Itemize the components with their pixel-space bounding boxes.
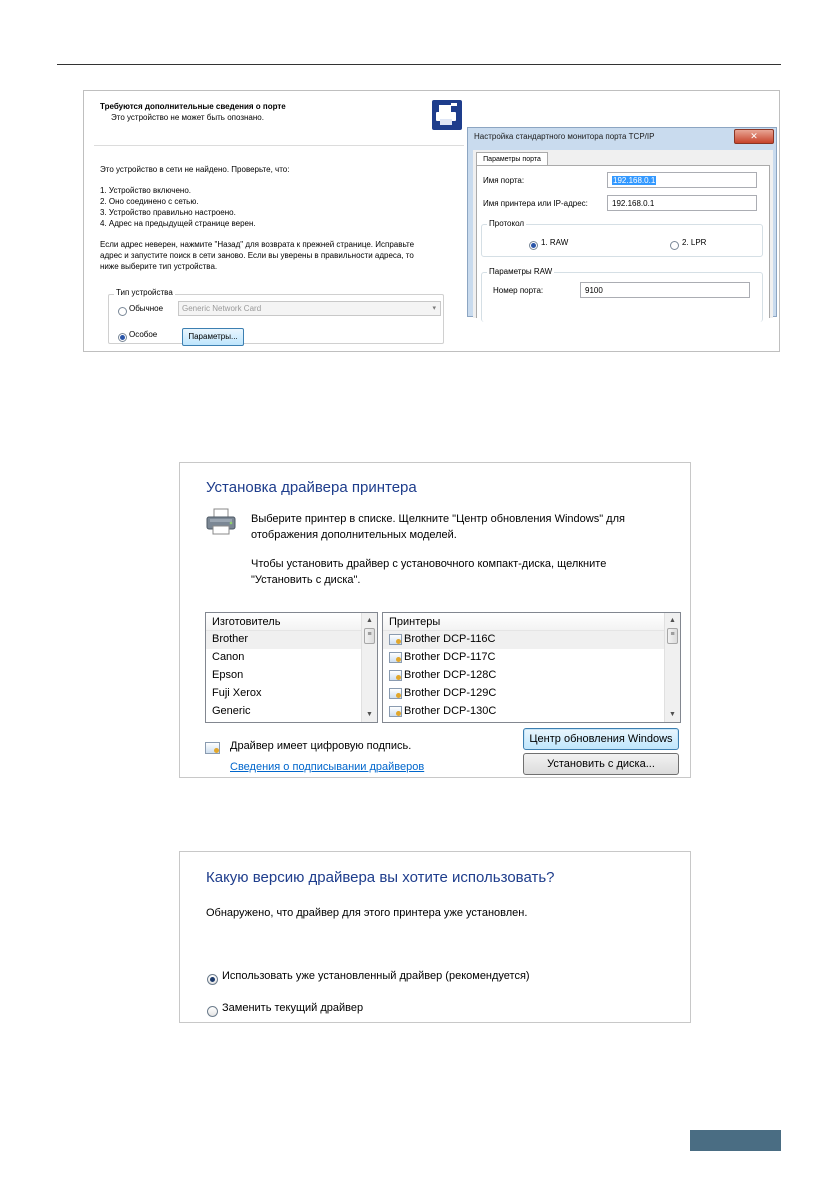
scroll-up-icon[interactable]: ▲: [669, 617, 676, 624]
printers-header: Принтеры: [383, 613, 665, 631]
tcp-ip-port-dialog: [467, 127, 777, 317]
port-number-value: 9100: [585, 286, 603, 295]
printer-model: Brother DCP-129C: [404, 687, 497, 699]
signed-driver-icon: [389, 688, 402, 699]
driver-version-dialog: [179, 851, 691, 1023]
hint-line: Если адрес неверен, нажмите "Назад" для возврата к прежней странице. Исправьте: [100, 240, 415, 249]
disk-install-text: Чтобы установить драйвер с установочного компакт-диска, щелкните: [251, 558, 607, 570]
wizard-title: Требуются дополнительные сведения о порте: [100, 102, 286, 111]
printer-ip-label: Имя принтера или IP-адрес:: [483, 199, 588, 208]
add-printer-wizard: [94, 98, 464, 344]
printer-ip-value: 192.168.0.1: [612, 199, 655, 208]
list-item[interactable]: Canon: [212, 651, 245, 663]
replace-driver-radio[interactable]: [207, 1003, 218, 1021]
header-rule: [57, 64, 781, 65]
use-installed-label[interactable]: Использовать уже установленный драйвер (рекомендуется): [222, 970, 530, 982]
windows-update-button[interactable]: Центр обновления Windows: [523, 728, 679, 750]
printer-model: Brother DCP-116C: [404, 633, 496, 645]
port-number-label: Номер порта:: [493, 286, 544, 295]
wizard-header: [94, 98, 464, 146]
scroll-thumb[interactable]: ≡: [667, 628, 678, 644]
radio-on-icon: [207, 974, 218, 985]
custom-label: Особое: [129, 330, 158, 339]
raw-label: 1. RAW: [541, 238, 569, 247]
install-printer-driver-dialog: [179, 462, 691, 778]
list-item[interactable]: Fuji Xerox: [212, 687, 262, 699]
disk-install-text: "Установить с диска".: [251, 574, 361, 586]
scroll-thumb[interactable]: ≡: [364, 628, 375, 644]
check-item: 1. Устройство включено.: [100, 186, 192, 195]
chevron-down-icon: ▾: [432, 305, 436, 312]
manufacturer-scrollbar[interactable]: [361, 613, 377, 722]
use-installed-radio[interactable]: [207, 971, 218, 989]
close-button[interactable]: [734, 129, 774, 144]
not-found-text: Это устройство в сети не найдено. Проверьте, что:: [100, 165, 290, 174]
tcp-dialog-body: [473, 150, 773, 318]
list-item[interactable]: Brother: [206, 631, 377, 649]
lpr-radio[interactable]: [670, 237, 679, 255]
list-item[interactable]: [383, 685, 680, 703]
standard-radio[interactable]: [118, 303, 127, 321]
select-printer-text: Выберите принтер в списке. Щелкните "Центр обновления Windows" для: [251, 513, 625, 525]
lpr-label: 2. LPR: [682, 238, 707, 247]
scroll-down-icon[interactable]: ▼: [366, 711, 373, 718]
close-icon: ✕: [750, 131, 758, 141]
printer-model: Brother DCP-128C: [404, 669, 497, 681]
raw-radio[interactable]: [529, 237, 538, 255]
port-name-input[interactable]: [607, 172, 757, 188]
page-title: Какую версию драйвера вы хотите использовать?: [206, 869, 555, 886]
port-number-input[interactable]: [580, 282, 750, 298]
protocol-legend: Протокол: [489, 219, 525, 228]
signed-text: Драйвер имеет цифровую подпись.: [230, 740, 412, 752]
protocol-group: [481, 224, 763, 257]
radio-off-icon: [118, 307, 127, 316]
figure-port-info: [83, 90, 780, 352]
device-type-legend: Тип устройства: [116, 288, 173, 297]
tcp-dialog-title: Настройка стандартного монитора порта TCP/IP: [474, 132, 655, 141]
check-item: 2. Оно соединено с сетью.: [100, 197, 199, 206]
signed-driver-icon: [389, 652, 402, 663]
have-disk-button[interactable]: Установить с диска...: [523, 753, 679, 775]
radio-off-icon: [207, 1006, 218, 1017]
page-title: Установка драйвера принтера: [206, 479, 417, 496]
list-item[interactable]: [383, 703, 680, 721]
parameters-button[interactable]: Параметры...: [182, 328, 244, 346]
list-item[interactable]: [383, 631, 680, 649]
manufacturer-list[interactable]: [205, 612, 378, 723]
printer-model: Brother DCP-130C: [404, 705, 497, 717]
replace-driver-label[interactable]: Заменить текущий драйвер: [222, 1002, 364, 1014]
standard-device-select[interactable]: [178, 301, 441, 316]
detected-text: Обнаружено, что драйвер для этого принтера уже установлен.: [206, 907, 528, 919]
select-printer-text: отображения дополнительных моделей.: [251, 529, 457, 541]
port-name-value: 192.168.0.1: [613, 176, 656, 185]
printer-ip-input[interactable]: [607, 195, 757, 211]
page-footer-bar: [690, 1130, 781, 1151]
wizard-subtitle: Это устройство не может быть опознано.: [111, 113, 264, 122]
scroll-up-icon[interactable]: ▲: [366, 617, 373, 624]
hint-line: ниже выберите тип устройства.: [100, 262, 218, 271]
port-settings-panel: [476, 165, 770, 318]
standard-device-value: Generic Network Card: [182, 304, 262, 313]
signed-driver-icon: [389, 634, 402, 645]
scroll-down-icon[interactable]: ▼: [669, 711, 676, 718]
radio-on-icon: [118, 333, 127, 342]
signed-driver-icon: [389, 670, 402, 681]
signed-driver-icon: [389, 706, 402, 717]
radio-on-icon: [529, 241, 538, 250]
printer-icon: [204, 507, 238, 542]
printer-wizard-icon: [432, 100, 462, 130]
port-name-label: Имя порта:: [483, 176, 525, 185]
list-item[interactable]: [383, 667, 680, 685]
printers-scrollbar[interactable]: [664, 613, 680, 722]
list-item[interactable]: Generic: [212, 705, 251, 717]
printers-list[interactable]: [382, 612, 681, 723]
list-item[interactable]: Epson: [212, 669, 244, 681]
signed-driver-icon: [205, 739, 222, 757]
custom-radio[interactable]: [118, 329, 127, 347]
standard-label: Обычное: [129, 304, 164, 313]
hint-line: адрес и запустите поиск в сети заново. Если вы уверены в правильности адреса, то: [100, 251, 414, 260]
radio-off-icon: [670, 241, 679, 250]
check-item: 4. Адрес на предыдущей странице верен.: [100, 219, 256, 228]
signing-info-link[interactable]: Сведения о подписывании драйверов: [230, 761, 425, 773]
list-item[interactable]: [383, 649, 680, 667]
manufacturer-header: Изготовитель: [206, 613, 362, 631]
printer-model: Brother DCP-117C: [404, 651, 496, 663]
tab-port-settings[interactable]: Параметры порта: [476, 152, 548, 166]
raw-settings-legend: Параметры RAW: [489, 267, 553, 276]
check-item: 3. Устройство правильно настроено.: [100, 208, 236, 217]
